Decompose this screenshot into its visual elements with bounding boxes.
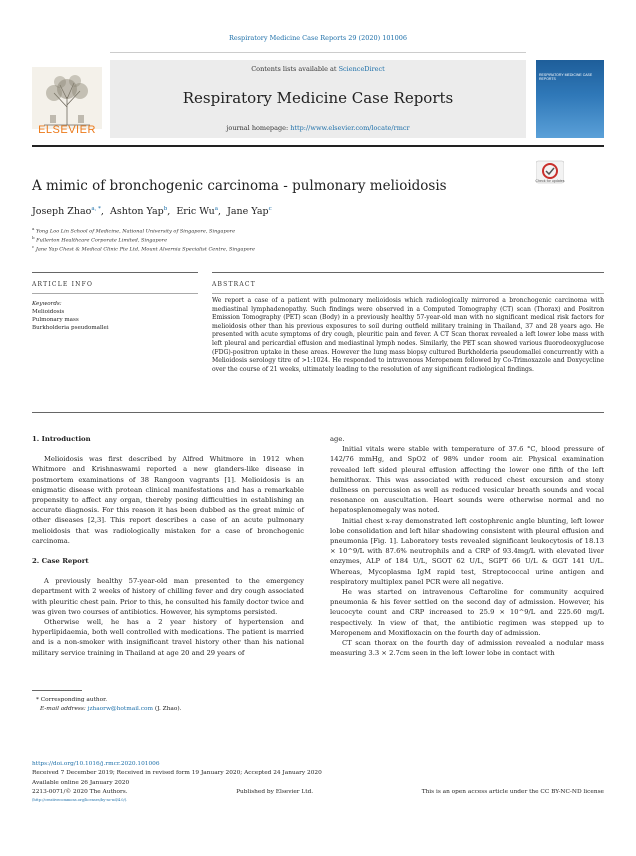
abstract-bottom-rule	[32, 412, 604, 413]
affiliation: $^c$ Jane Yap Chest & Medical Clinic Pte Ltd, Mount Alvernia Specialist Centre, Singapore	[32, 244, 256, 253]
article-title: A mimic of bronchogenic carcinoma - pulmonary melioidosis	[32, 178, 447, 194]
keywords-block	[32, 300, 109, 332]
article-info-rule	[32, 293, 198, 294]
author-affiliation-mark[interactable]: a	[214, 206, 218, 212]
intro-paragraph: Melioidosis was first described by Alfred Whitmore in 1912 when Whitmore and Krishnaswami reported a new glanders-like disease in postmortem examinations of 38 Rangoon vagrants [1]. Melioidosis is an enigmatic disease with protean clinical manifestations and has a remarkable propensity to affect any organ, thereby posing difficulties in establishing an accurate diagnosis. For this reason it has been dubbed as the great mimic of other diseases [2,3]. This report describes a case of an acute pulmonary melioidosis that was radiologically mistaken for a case of bronchogenic carcinoma.	[32, 455, 304, 545]
keyword: Melioidosis	[32, 309, 65, 315]
case-paragraph: Initial vitals were stable with temperature of 37.6 °C, blood pressure of 142/76 mmHg, and SpO2 of 98% under room air. Physical examination revealed left sided pleural effusion affecting the lower one fifth of the left hemithorax. This was associated with reduced chest excursion and stony dullness on percussion as well as reduced vesicular breath sounds and vocal resonance on auscultation. Heart sounds were otherwise normal and no hepatosplenomegaly was noted.	[330, 445, 604, 515]
doi-link[interactable]: https://doi.org/10.1016/j.rmcr.2020.101006	[32, 761, 160, 767]
affiliation: $^b$ Fullerton Healthcare Corporate Limited, Singapore	[32, 235, 168, 244]
top-divider	[110, 52, 526, 53]
journal-cover-image[interactable]	[536, 60, 604, 138]
header-rule	[32, 145, 604, 147]
author-list: Joseph Zhao$^{a, *}$, Ashton Yap$^b$, Eric Wu$^a$, Jane Yap$^c$	[32, 206, 272, 218]
corresponding-author-note: * Corresponding author.	[36, 697, 108, 703]
affiliation: $^a$ Yong Loo Lin School of Medicine, National University of Singapore, Singapore	[32, 226, 236, 235]
journal-cover-title: RESPIRATORY MEDICINE CASE REPORTS	[539, 73, 593, 81]
body-column-left	[32, 434, 304, 658]
journal-reference[interactable]: Respiratory Medicine Case Reports 29 (2020) 101006	[228, 34, 408, 42]
contents-line: Contents lists available at ScienceDirect	[251, 65, 385, 73]
case-paragraph: Initial chest x-ray demonstrated left costophrenic angle blunting, left lower lobe consolidation and left hilar shadowing consistent with pleural effusion and pneumonia [Fig. 1]. Laboratory tests revealed significant leukocytosis of 18.13 × 10^9/L with 87.6% neutrophils and a CRP of 93.4mg/L with elevated liver enzymes, ALP of 184 U/L, SGOT 62 U/L, SGPT 66 U/L & GGT 141 U/L. Whereas, Mycoplasma IgM rapid test, Streptococcal urine antigen and respiratory multiplex panel PCR were all negative.	[330, 516, 604, 586]
author-name[interactable]: Joseph Zhao	[32, 206, 92, 218]
author-name[interactable]: Jane Yap	[227, 206, 269, 218]
license-line: 2213-0071/© 2020 The Authors. Published by Elsevier Ltd. This is an open access article under the CC BY-NC-ND license	[32, 788, 604, 795]
case-paragraph: He was started on intravenous Ceftaroline for community acquired pneumonia & his fever settled on the second day of admission. However, his leucocyte count and CRP increased to 25.9 × 10^9/L and 225.60 mg/L respectively. In view of that, the antibiotic regimen was stepped up to Meropenem and Moxifloxacin on the fourth day of admission.	[330, 588, 604, 637]
section-heading-introduction: 1. Introduction	[32, 435, 91, 443]
abstract-rule	[212, 293, 604, 294]
license-link[interactable]: (http://creativecommons.org/licenses/by-nc-nd/4.0/).	[32, 798, 128, 803]
case-paragraph-continued: age.	[330, 435, 345, 443]
body-column-right	[330, 434, 604, 658]
article-info-top-rule	[32, 272, 198, 273]
author-affiliation-mark[interactable]: a, *	[91, 206, 101, 212]
elsevier-wordmark: ELSEVIER	[38, 124, 96, 136]
author-affiliation-mark[interactable]: c	[268, 206, 272, 212]
email-link[interactable]: jzhaorw@hotmail.com	[87, 706, 153, 712]
abstract-text: We report a case of a patient with pulmonary melioidosis which radiologically mirrored a bronchogenic carcinoma with mediastinal lymphadenopathy. Such findings were observed in a Computed Tomography (CT) scan (Thorax) and Positron Emission Tomography (PET) scan (Body) in a previously healthy 57-year-old man with no significant medical risk factors for melioidosis other than his previous exposures to soil during outfield military training in Thailand, 37 and 28 years ago. He presented with acute symptoms of dry cough, pleuritic pain and fever. A CT Scan thorax revealed a left lower lobe mass with left pleural and pericardial effusion and mediastinal lymph nodes. Similarly, the PET scan showed various fluorodeoxyglucose (FDG)-positron uptake in these areas. However the lung mass biopsy cultured Burkholderia pseudomallei concurrently with a Melioidosis serology titre of >1:1024. He responded to intravenous Meropenem followed by Co-Trimoxazole and Doxycycline over the course of 21 weeks, ultimately leading to the resolution of any significant radiological findings.	[212, 297, 604, 373]
publication-info	[32, 760, 604, 803]
case-paragraph: Otherwise well, he has a 2 year history of hypertension and hyperlipidaemia, both well controlled with medications. The patient is married and is a non-smoker with insignificant travel history other than his national military service training in Thailand at age 20 and 29 years of	[32, 618, 304, 657]
author-name[interactable]: Eric Wu	[176, 206, 215, 218]
journal-homepage-line: journal homepage: http://www.elsevier.com/locate/rmcr	[226, 124, 410, 132]
abstract-top-rule	[212, 272, 604, 273]
sciencedirect-link[interactable]: ScienceDirect	[338, 65, 385, 73]
article-info-heading: ARTICLE INFO	[32, 281, 94, 288]
case-paragraph: A previously healthy 57-year-old man presented to the emergency department with 2 weeks of history of chilling fever and dry cough associated with pleuritic chest pain. Prior to this, he consulted his family doctor twice and was given two courses of antibiotics. However, his symptoms persisted.	[32, 577, 304, 616]
author-affiliation-mark[interactable]: b	[163, 206, 168, 212]
footnotes	[32, 696, 181, 714]
check-for-updates-label[interactable]: Check for updates	[535, 179, 565, 183]
author-name[interactable]: Ashton Yap	[109, 206, 164, 218]
keyword: Pulmonary mass	[32, 317, 79, 323]
received-dates: Received 7 December 2019; Received in revised form 19 January 2020; Accepted 24 January 2020	[32, 770, 322, 777]
abstract-heading: ABSTRACT	[212, 281, 256, 288]
email-line: E-mail address: jzhaorw@hotmail.com (J. Zhao).	[40, 706, 182, 712]
case-paragraph: CT scan thorax on the fourth day of admission revealed a nodular mass measuring 3.3 × 2.7cm seen in the left lower lobe in contact with	[330, 639, 604, 658]
available-online: Available online 26 January 2020	[32, 779, 130, 786]
journal-title: Respiratory Medicine Case Reports	[182, 89, 454, 107]
keywords-label: Keywords:	[32, 301, 62, 307]
section-heading-case-report: 2. Case Report	[32, 557, 89, 566]
journal-homepage-link[interactable]: http://www.elsevier.com/locate/rmcr	[290, 124, 410, 132]
footnote-rule	[32, 690, 82, 691]
keyword: Burkholderia pseudomallei	[32, 325, 109, 331]
